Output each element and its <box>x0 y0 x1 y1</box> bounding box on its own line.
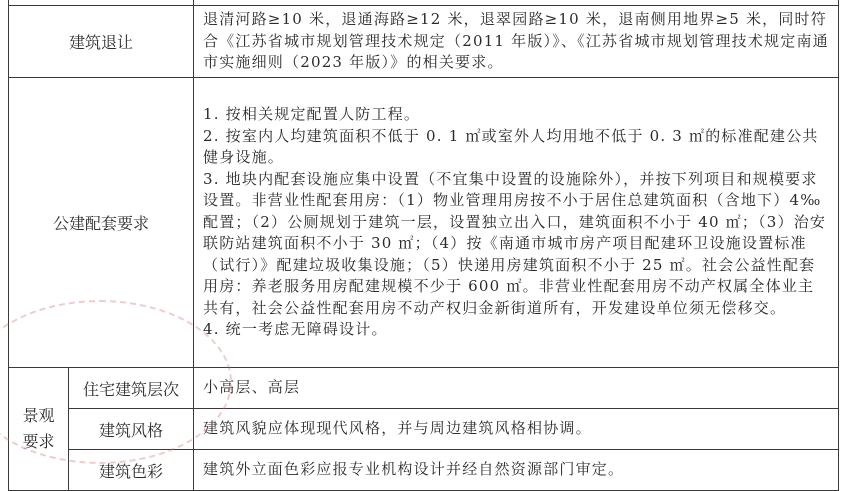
facilities-content <box>194 78 839 368</box>
setback-label: 建筑退让 <box>9 6 194 78</box>
row-public-facilities <box>9 78 839 368</box>
facilities-item-3: 3. 地块内配套设施应集中设置（不宜集中设置的设施除外），并按下列项目和规模要求设置。非营业性配套用房：（1）物业管理用房按不小于居住总建筑面积（含地下）4‰配置；（2）公厕规划于建筑一层，设置独立出入口，建筑面积不小于 40 ㎡；（3）治安联防站建筑面积不小于 30 ㎡；（4）按《南通市城市房产项目配建环卫设施设置标准（试行）》配建垃圾收集设施；（5）快递用房建筑面积不小于 25 ㎡。社会公益性配套用房：养老服务用房配建规模不少于 600 ㎡。非营业性配套用房不动产权属全体业主共有，社会公益性配套用房不动产权归金新街道所有，开发建设单位须无偿移交。 <box>203 169 827 317</box>
row-landscape-color <box>9 450 839 491</box>
building-style-label: 建筑风格 <box>69 409 194 450</box>
row-landscape-height <box>9 368 839 409</box>
building-height-label: 住宅建筑层次 <box>69 368 194 409</box>
landscape-group-label: 景观 要求 <box>9 368 69 491</box>
row-building-setback <box>9 6 839 78</box>
setback-text: 退清河路≥10 米，退通海路≥12 米，退翠园路≥10 米，退南侧用地界≥5 米，同时符合《江苏省城市规划管理技术规定（2011 年版）》、《江苏省城市规划管理技术规定南通市实施细则（2023 年版）》的相关要求。 <box>203 10 829 72</box>
building-style-value: 建筑风貌应体现现代风格，并与周边建筑风格相协调。 <box>194 409 839 450</box>
planning-conditions-sheet <box>8 0 838 491</box>
planning-requirements-table <box>8 0 839 491</box>
building-color-value: 建筑外立面色彩应报专业机构设计并经自然资源部门审定。 <box>194 450 839 491</box>
row-landscape-style <box>9 409 839 450</box>
building-color-label: 建筑色彩 <box>69 450 194 491</box>
facilities-item-1: 1. 按相关规定配置人防工程。 <box>203 105 421 124</box>
facilities-label: 公建配套要求 <box>9 78 194 368</box>
facilities-item-4: 4. 统一考虑无障碍设计。 <box>203 320 388 339</box>
facilities-item-2: 2. 按室内人均建筑面积不低于 0. 1 ㎡或室外人均用地不低于 0. 3 ㎡的标准配建公共健身设施。 <box>203 126 819 167</box>
building-height-value: 小高层、高层 <box>194 368 839 409</box>
setback-content <box>194 6 839 78</box>
